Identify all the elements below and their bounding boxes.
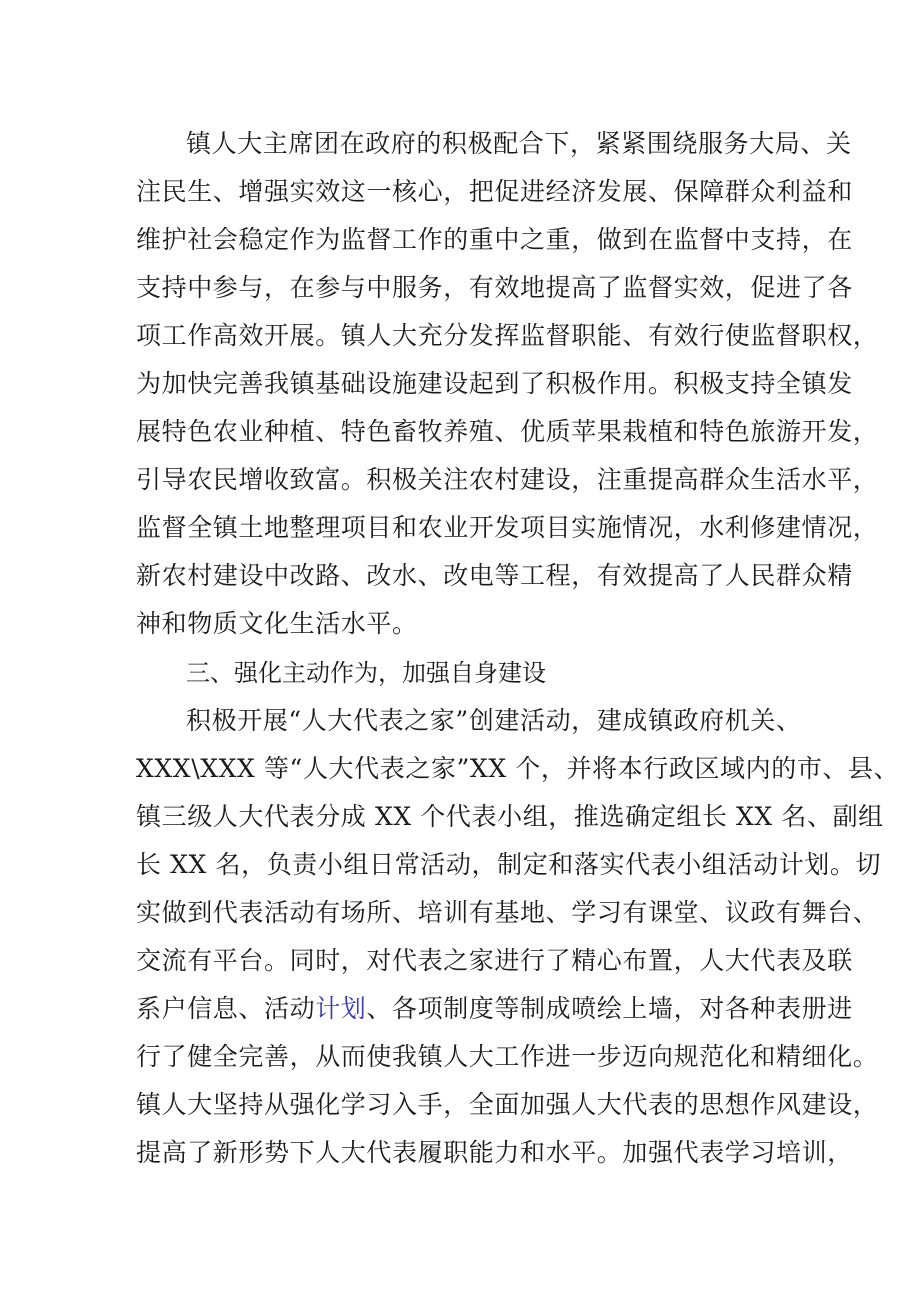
paragraph-line: 镇三级人大代表分成 XX 个代表小组，推选确定组长 XX 名、副组 <box>136 802 884 831</box>
paragraph-line-with-link <box>136 991 853 1027</box>
plan-link[interactable]: 计划 <box>315 994 367 1023</box>
paragraph-line: 注民生、增强实效这一核心，把促进经济发展、保障群众利益和 <box>136 177 853 206</box>
line-text-after: 、各项制度等制成喷绘上墙，对各种表册进 <box>366 994 853 1023</box>
paragraph-line: 镇人大坚持从强化学习入手，全面加强人大代表的思想作风建设， <box>136 1090 879 1119</box>
paragraph-line: 为加快完善我镇基础设施建设起到了积极作用。积极支持全镇发 <box>136 369 853 398</box>
paragraph-line: 交流有平台。同时，对代表之家进行了精心布置，人大代表及联 <box>136 946 853 975</box>
paragraph-line: 监督全镇土地整理项目和农业开发项目实施情况，水利修建情况， <box>136 513 879 542</box>
paragraph-line: 行了健全完善，从而使我镇人大工作进一步迈向规范化和精细化。 <box>136 1042 879 1071</box>
paragraph-line: 神和物质文化生活水平。 <box>136 609 418 638</box>
paragraph-line: 镇人大主席团在政府的积极配合下，紧紧围绕服务大局、关 <box>186 129 852 158</box>
paragraph-line: 实做到代表活动有场所、培训有基地、学习有课堂、议政有舞台、 <box>136 898 879 927</box>
paragraph-line: 维护社会稳定作为监督工作的重中之重，做到在监督中支持，在 <box>136 225 853 254</box>
paragraph-line: 支持中参与，在参与中服务，有效地提高了监督实效，促进了各 <box>136 273 853 302</box>
paragraph-line: XXX\XXX 等“人大代表之家”XX 个，并将本行政区域内的市、县、 <box>136 754 900 783</box>
paragraph-line: 积极开展“人大代表之家”创建活动，建成镇政府机关、 <box>186 706 802 735</box>
line-text-before: 系户信息、活动 <box>136 994 316 1023</box>
paragraph-line: 展特色农业种植、特色畜牧养殖、优质苹果栽植和特色旅游开发， <box>136 417 879 446</box>
section-heading: 三、强化主动作为，加强自身建设 <box>186 659 546 687</box>
paragraph-line: 引导农民增收致富。积极关注农村建设，注重提高群众生活水平， <box>136 465 879 494</box>
paragraph-line: 提高了新形势下人大代表履职能力和水平。加强代表学习培训， <box>136 1138 853 1167</box>
paragraph-line: 项工作高效开展。镇人大充分发挥监督职能、有效行使监督职权， <box>136 321 879 350</box>
paragraph-line: 新农村建设中改路、改水、改电等工程，有效提高了人民群众精 <box>136 561 853 590</box>
paragraph-line: 长 XX 名，负责小组日常活动，制定和落实代表小组活动计划。切 <box>136 850 882 879</box>
